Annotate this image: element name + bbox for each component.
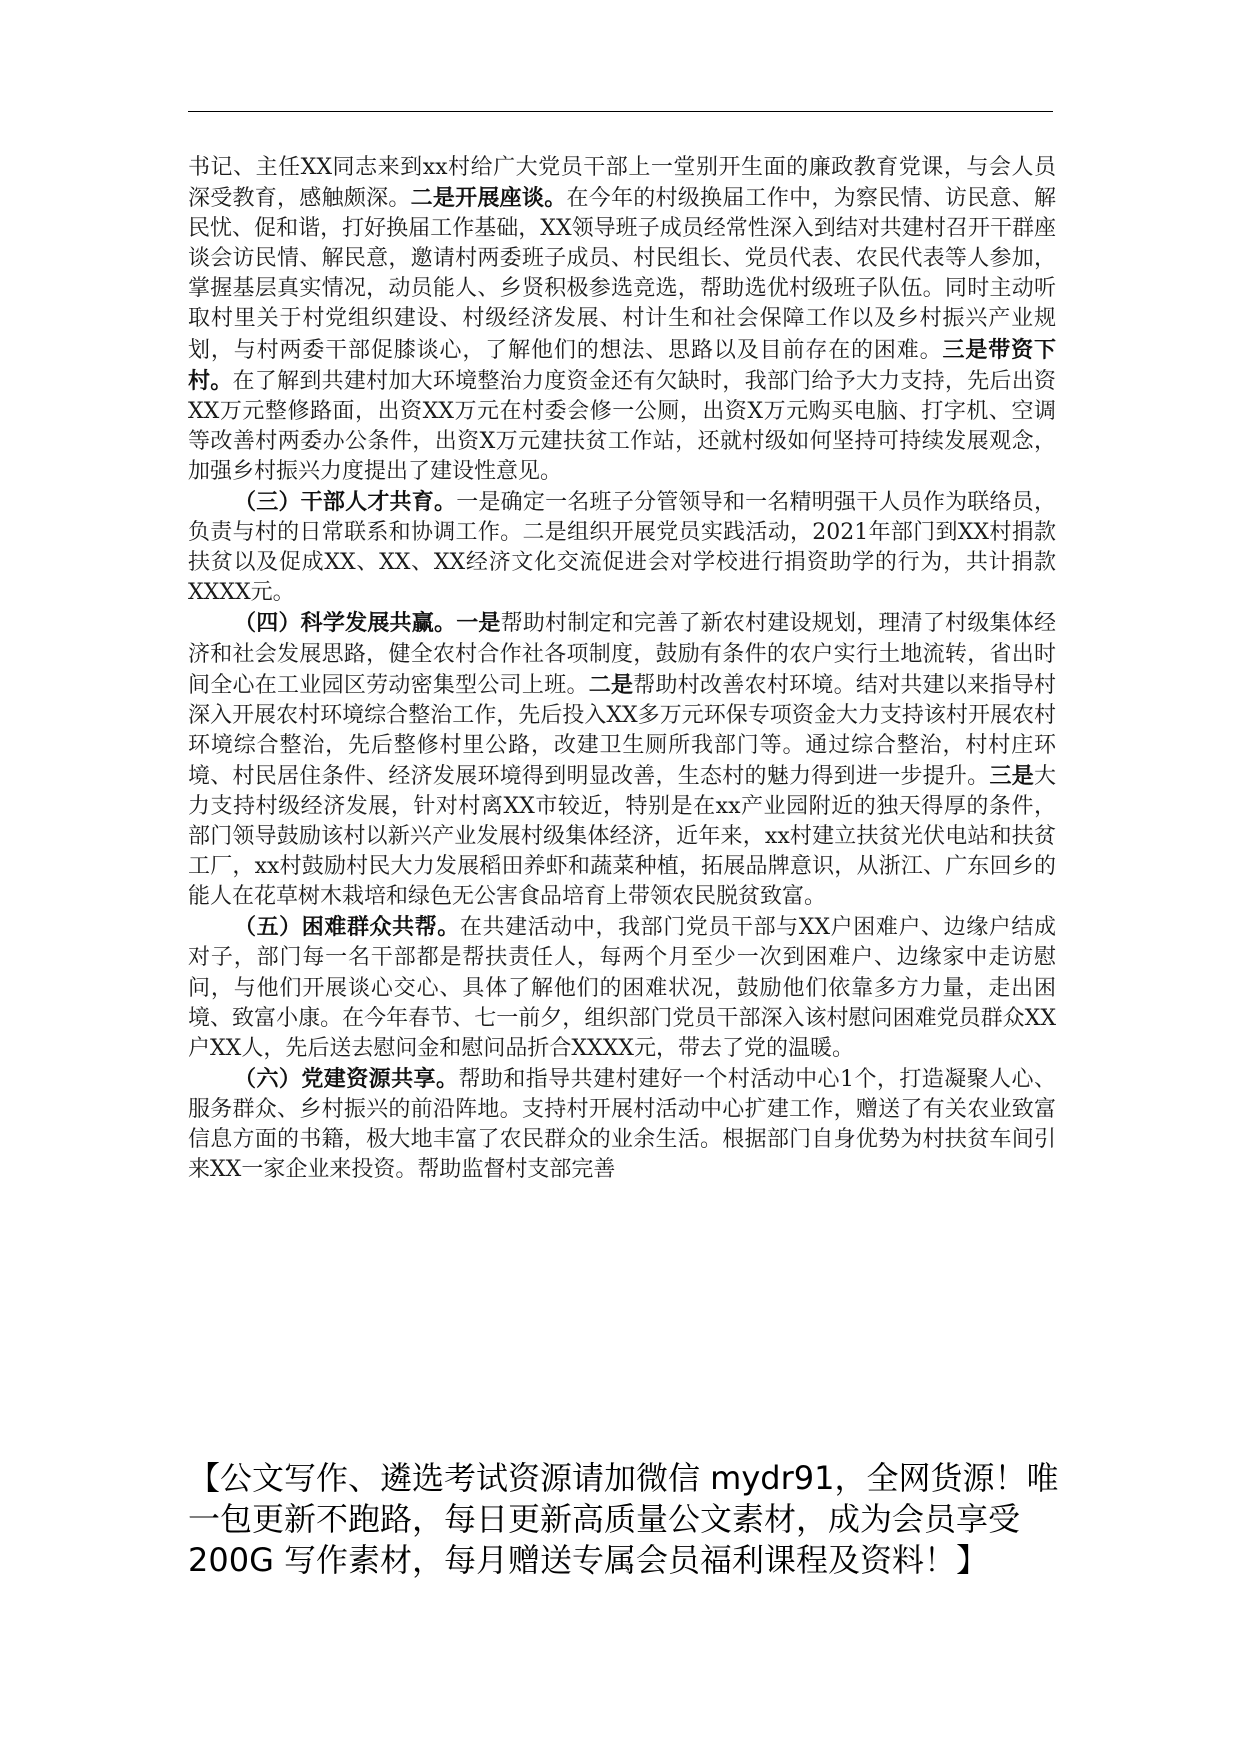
paragraph-text: 帮助和指导共建村建好一个村活动中心1个，打造凝聚人心、服务群众、乡村振兴的前沿阵地。支持村开展村活动中心扩建工作，赠送了有关农业致富信息方面的书籍，极大地丰富了农民群众的业余生活。根据部门自身优势为村扶贫车间引来XX一家企业来投资。帮助监督村支部完善 bbox=[188, 1066, 1056, 1183]
body-paragraph bbox=[188, 912, 1056, 1063]
body-paragraph bbox=[188, 153, 1056, 487]
advertisement-text: 【公文写作、遴选考试资源请加微信 mydr91，全网货源！唯一包更新不跑路，每日更新高质量公文素材，成为会员享受 200G 写作素材，每月赠送专属会员福利课程及资料！】 bbox=[188, 1459, 1059, 1579]
paragraph-text: 一是确定一名班子分管领导和一名精明强干人员作为联络员，负责与村的日常联系和协调工作。二是组织开展党员实践活动，2021年部门到XX村捐款扶贫以及促成XX、XX、XX经济文化交流促进会对学校进行捐资助学的行为，共计捐款XXXX元。 bbox=[188, 490, 1056, 606]
bold-heading-text: （五）困难群众共帮。 bbox=[234, 914, 460, 941]
body-paragraph bbox=[188, 1064, 1056, 1185]
paragraph-text: 帮助村制定和完善了新农村建设规划，理清了村级集体经济和社会发展思路，健全农村合作社各项制度，鼓励有条件的农户实行土地流转，省出时间全心在工业园区劳动密集型公司上班。 bbox=[188, 611, 1056, 698]
bold-heading-text: （六）党建资源共享。 bbox=[234, 1065, 459, 1092]
bold-heading-text: 二是开展座谈。 bbox=[410, 185, 567, 212]
bold-heading-text: 二是 bbox=[588, 671, 634, 698]
bold-heading-text: 三是 bbox=[989, 762, 1034, 789]
bold-heading-text: （四）科学发展共赢。一是 bbox=[234, 610, 501, 637]
bold-heading-text: （三）干部人才共育。 bbox=[234, 489, 457, 516]
document-body bbox=[188, 153, 1056, 1185]
paragraph-text: 在了解到共建村加大环境整治力度资金还有欠缺时，我部门给予大力支持，先后出资XX万元整修路面，出资XX万元在村委会修一公厕，出资X万元购买电脑、打字机、空调等改善村两委办公条件，出资X万元建扶贫工作站，还就村级如何坚持可持续发展观念，加强乡村振兴力度提出了建设性意见。 bbox=[188, 368, 1056, 484]
paragraph-text: 帮助村改善农村环境。结对共建以来指导村深入开展农村环境综合整治工作，先后投入XX多万元环保专项资金大力支持该村开展农村环境综合整治，先后整修村里公路，改建卫生厕所我部门等。通过综合整治，村村庄环境、村民居住条件、经济发展环境得到明显改善，生态村的魅力得到进一步提升。 bbox=[188, 672, 1056, 789]
paragraph-text: 在共建活动中，我部门党员干部与XX户困难户、边缘户结成对子，部门每一名干部都是帮扶责任人，每两个月至少一次到困难户、边缘家中走访慰问，与他们开展谈心交心、具体了解他们的困难状况，鼓励他们依靠多方力量，走出困境、致富小康。在今年春节、七一前夕，组织部门党员干部深入该村慰问困难党员群众XX户XX人，先后送去慰问金和慰问品折合XXXX元，带去了党的温暖。 bbox=[188, 915, 1056, 1061]
body-paragraph bbox=[188, 487, 1056, 608]
bold-heading-text: 三是带资下村。 bbox=[188, 336, 1056, 394]
paragraph-text: 在今年的村级换届工作中，为察民情、访民意、解民忧、促和谐，打好换届工作基础，XX领导班子成员经常性深入到结对共建村召开干群座谈会访民情、解民意，邀请村两委班子成员、村民组长、党员代表、农民代表等人参加，掌握基层真实情况，动员能人、乡贤积极参选竞选，帮助选优村级班子队伍。同时主动听取村里关于村党组织建设、村级经济发展、村计生和社会保障工作以及乡村振兴产业规划，与村两委干部促膝谈心，了解他们的想法、思路以及目前存在的困难。 bbox=[188, 186, 1056, 363]
paragraph-text: 大力支持村级经济发展，针对村离XX市较近，特别是在xx产业园附近的独天得厚的条件，部门领导鼓励该村以新兴产业发展村级集体经济，近年来，xx村建立扶贫光伏电站和扶贫工厂，xx村鼓励村民大力发展稻田养虾和蔬菜种植，拓展品牌意识，从浙江、广东回乡的能人在花草树木栽培和绿色无公害食品培育上带领农民脱贫致富。 bbox=[188, 763, 1056, 910]
paragraph-text: 书记、主任XX同志来到xx村给广大党员干部上一堂别开生面的廉政教育党课，与会人员深受教育，感触颇深。 bbox=[188, 155, 1056, 212]
header-rule bbox=[188, 111, 1053, 112]
body-paragraph bbox=[188, 608, 1056, 912]
